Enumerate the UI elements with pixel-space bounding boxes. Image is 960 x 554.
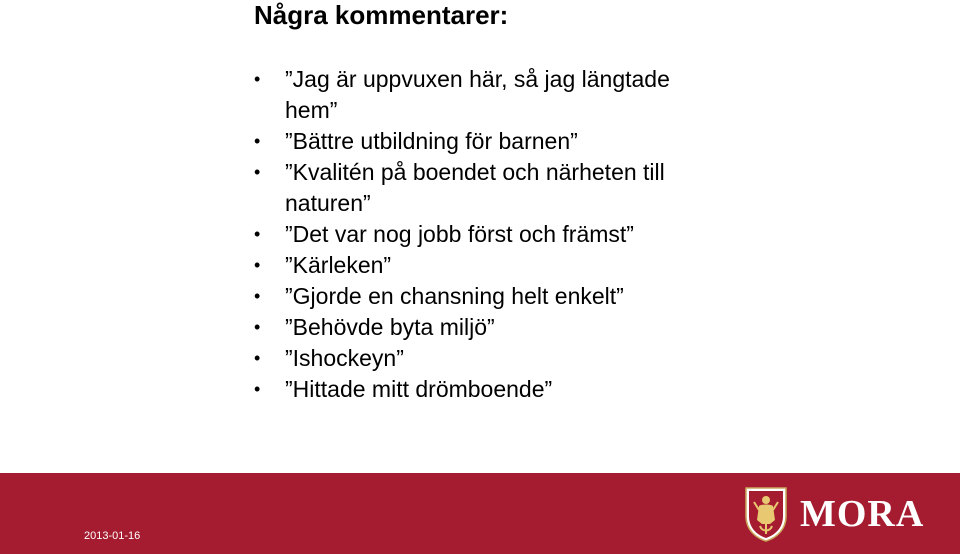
list-item xyxy=(254,126,714,157)
bullet-icon: • xyxy=(254,348,261,368)
bullet-text: ”Behövde byta miljö” xyxy=(285,314,495,340)
bullet-icon: • xyxy=(254,255,261,275)
bullet-text: ”Det var nog jobb först och främst” xyxy=(285,221,634,247)
bullet-icon: • xyxy=(254,286,261,306)
list-item xyxy=(254,157,714,219)
list-item xyxy=(254,281,714,312)
list-item xyxy=(254,312,714,343)
slide-title: Några kommentarer: xyxy=(254,0,509,30)
bullet-text: ”Hittade mitt drömboende” xyxy=(285,376,553,402)
mora-logo xyxy=(744,486,934,542)
bullet-icon: • xyxy=(254,162,261,182)
bullet-text: ”Kvalitén på boendet och närheten till naturen” xyxy=(285,159,665,216)
bullet-icon: • xyxy=(254,317,261,337)
bullet-text: ”Ishockeyn” xyxy=(285,345,404,371)
mora-wordmark: MORA xyxy=(800,493,925,535)
bullet-icon: • xyxy=(254,131,261,151)
bullet-icon: • xyxy=(254,224,261,244)
mora-crest-icon xyxy=(744,486,788,542)
bullet-text: ”Kärleken” xyxy=(285,252,392,278)
slide-date: 2013-01-16 xyxy=(84,530,141,542)
list-item xyxy=(254,250,714,281)
bullet-icon: • xyxy=(254,379,261,399)
bullet-text: ”Gjorde en chansning helt enkelt” xyxy=(285,283,624,309)
bullet-list xyxy=(254,64,714,405)
list-item xyxy=(254,219,714,250)
list-item xyxy=(254,343,714,374)
bullet-icon: • xyxy=(254,69,261,89)
list-item xyxy=(254,374,714,405)
bullet-text: ”Jag är uppvuxen här, så jag längtade hem” xyxy=(285,66,670,123)
list-item xyxy=(254,64,714,126)
bullet-text: ”Bättre utbildning för barnen” xyxy=(285,128,578,154)
